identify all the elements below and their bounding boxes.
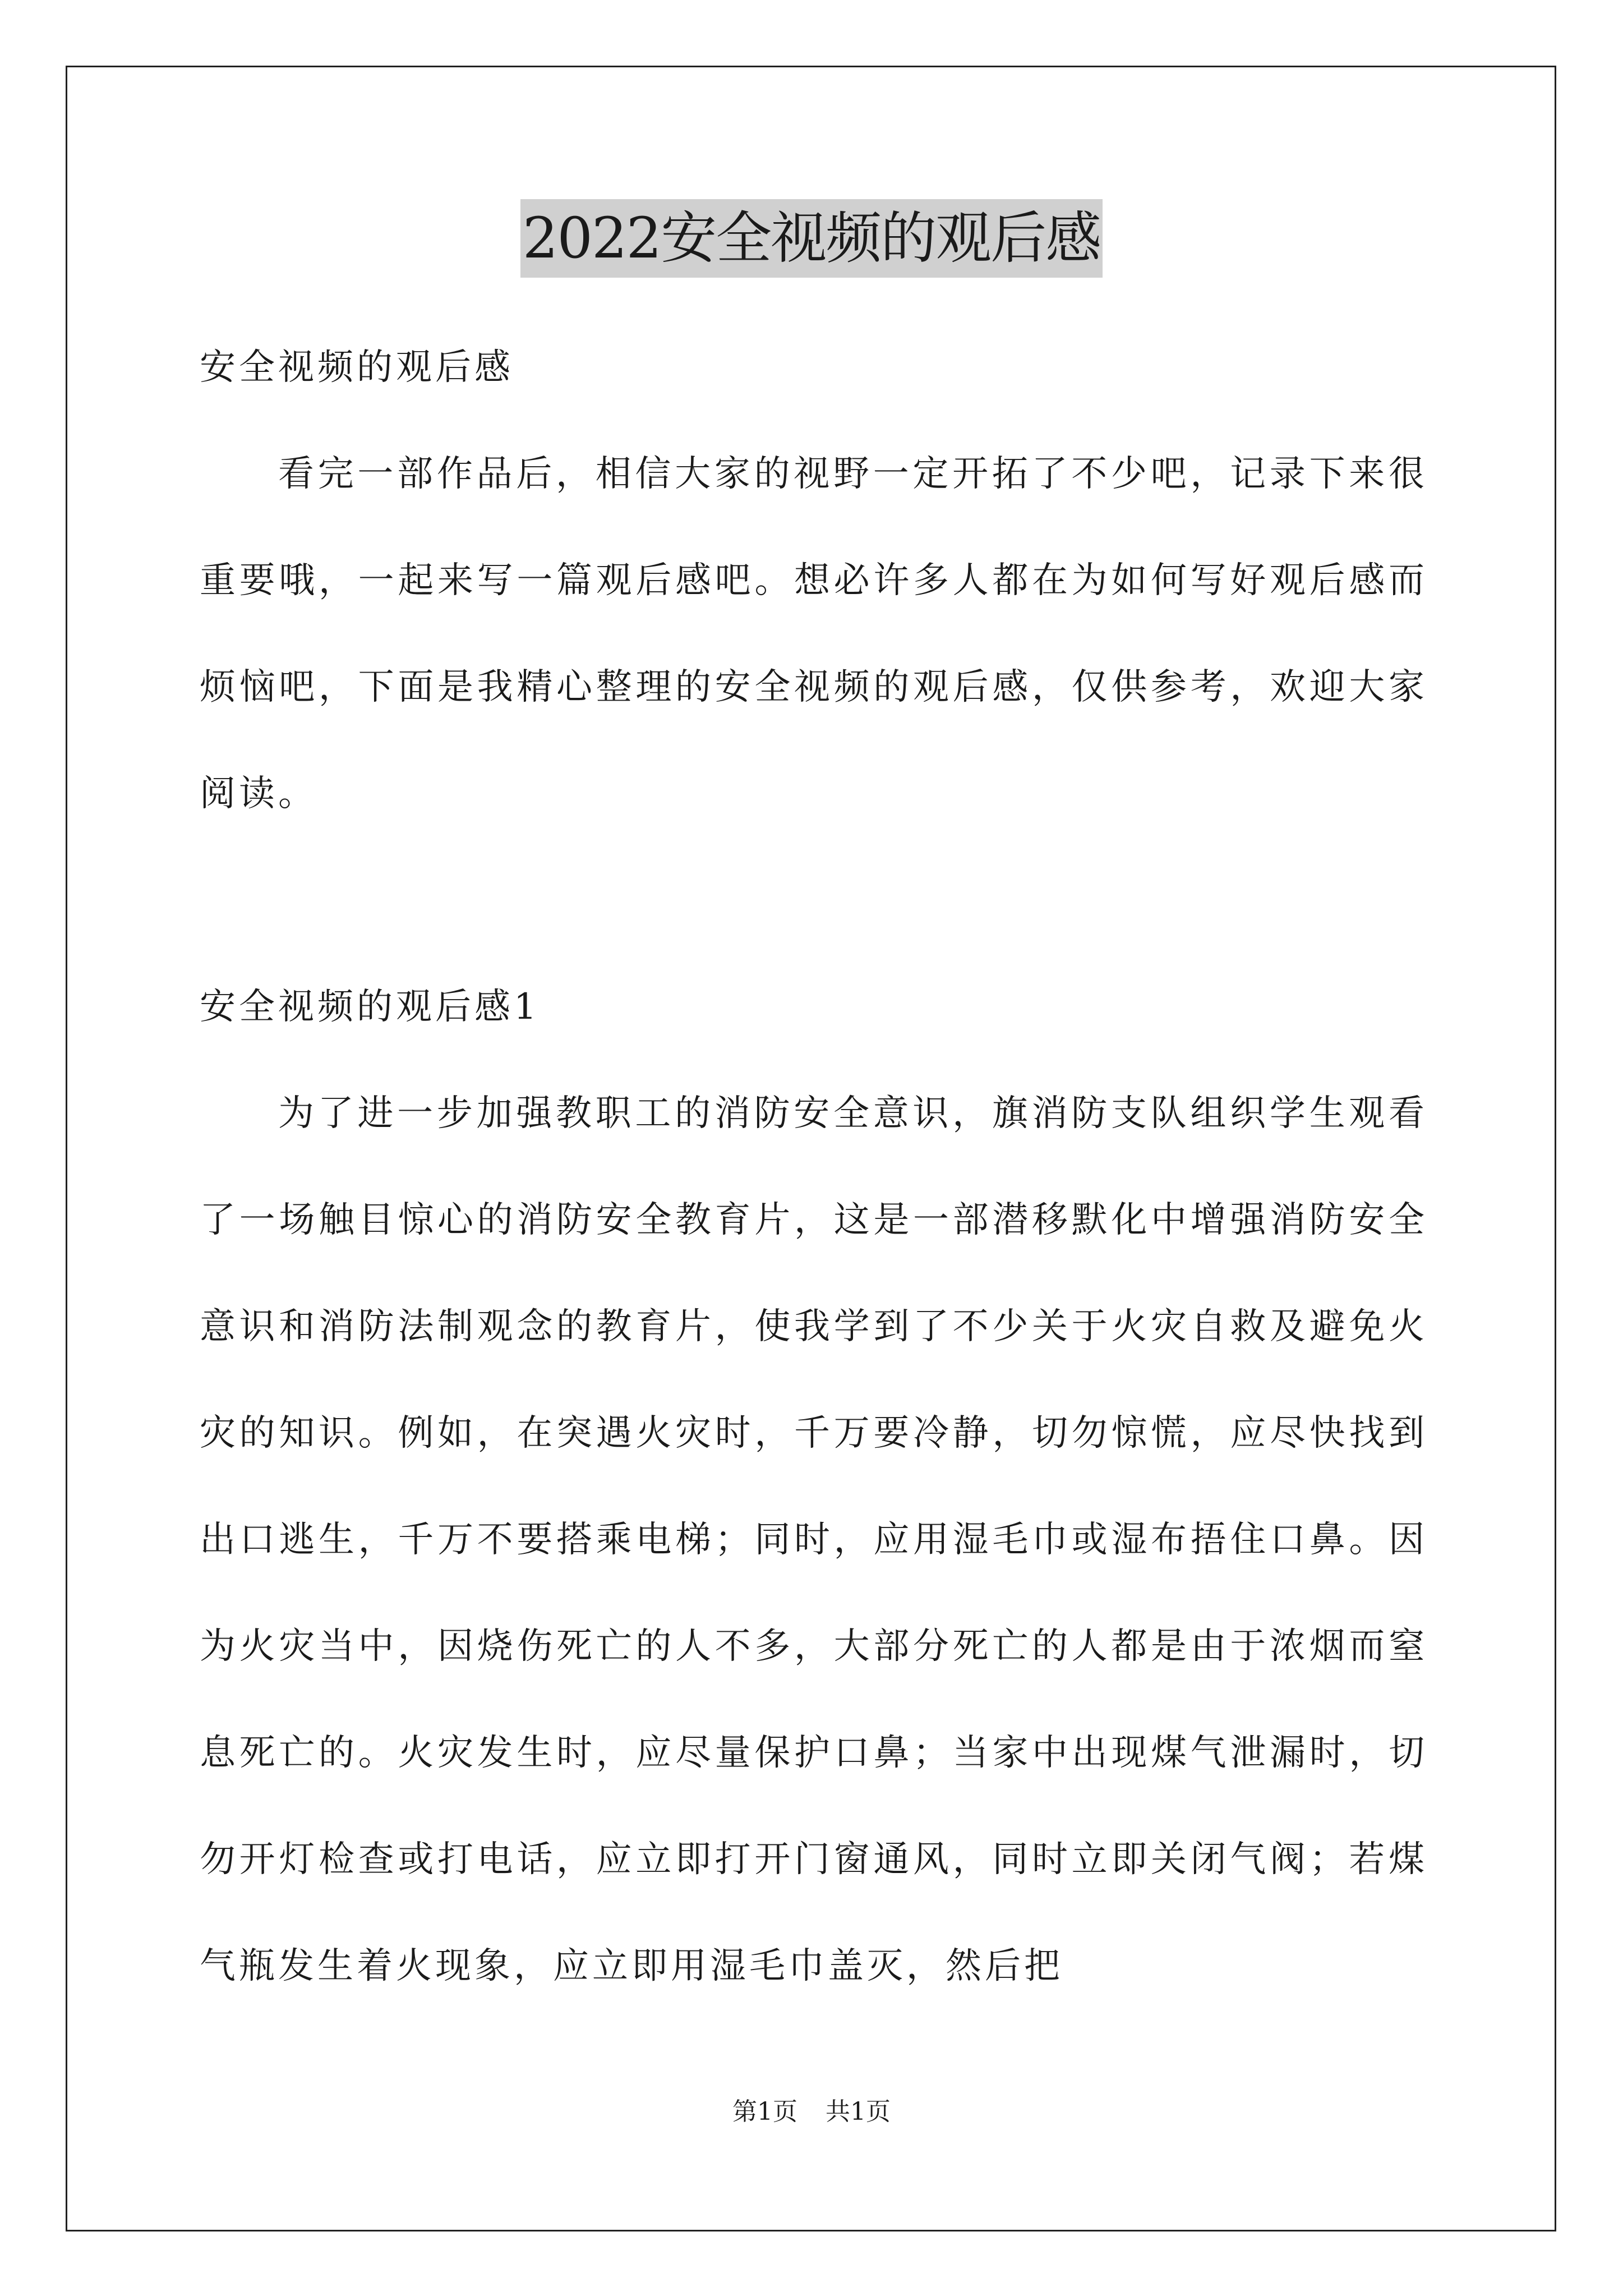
intro-paragraph: 看完一部作品后，相信大家的视野一定开拓了不少吧，记录下来很重要哦，一起来写一篇观后感吧。想必许多人都在为如何写好观后感而烦恼吧，下面是我精心整理的安全视频的观后感，仅供参考，欢迎大家阅读。: [200, 453, 1428, 815]
title-container: [0, 199, 1623, 278]
page-number-current: 第1页: [732, 2097, 797, 2126]
section-heading: 安全视频的观后感1: [200, 986, 540, 1028]
section-paragraph: 为了进一步加强教职工的消防安全意识，旗消防支队组织学生观看了一场触目惊心的消防安全教育片，这是一部潜移默化中增强消防安全意识和消防法制观念的教育片，使我学到了不少关于火灾自救及避免火灾的知识。例如，在突遇火灾时，千万要冷静，切勿惊慌，应尽快找到出口逃生，千万不要搭乘电梯；同时，应用湿毛巾或湿布捂住口鼻。因为火灾当中，因烧伤死亡的人不多，大部分死亡的人都是由于浓烟而窒息死亡的。火灾发生时，应尽量保护口鼻；当家中出现煤气泄漏时，切勿开灯检查或打电话，应立即打开门窗通风，同时立即关闭气阀；若煤气瓶发生着火现象，应立即用湿毛巾盖灭，然后把: [200, 1093, 1428, 1987]
document-body: [200, 314, 1428, 2019]
page-number-total: 共1页: [826, 2097, 891, 2126]
document-subtitle: 安全视频的观后感: [200, 347, 514, 388]
page-footer: [0, 2095, 1623, 2129]
document-title: 2022安全视频的观后感: [520, 199, 1103, 278]
